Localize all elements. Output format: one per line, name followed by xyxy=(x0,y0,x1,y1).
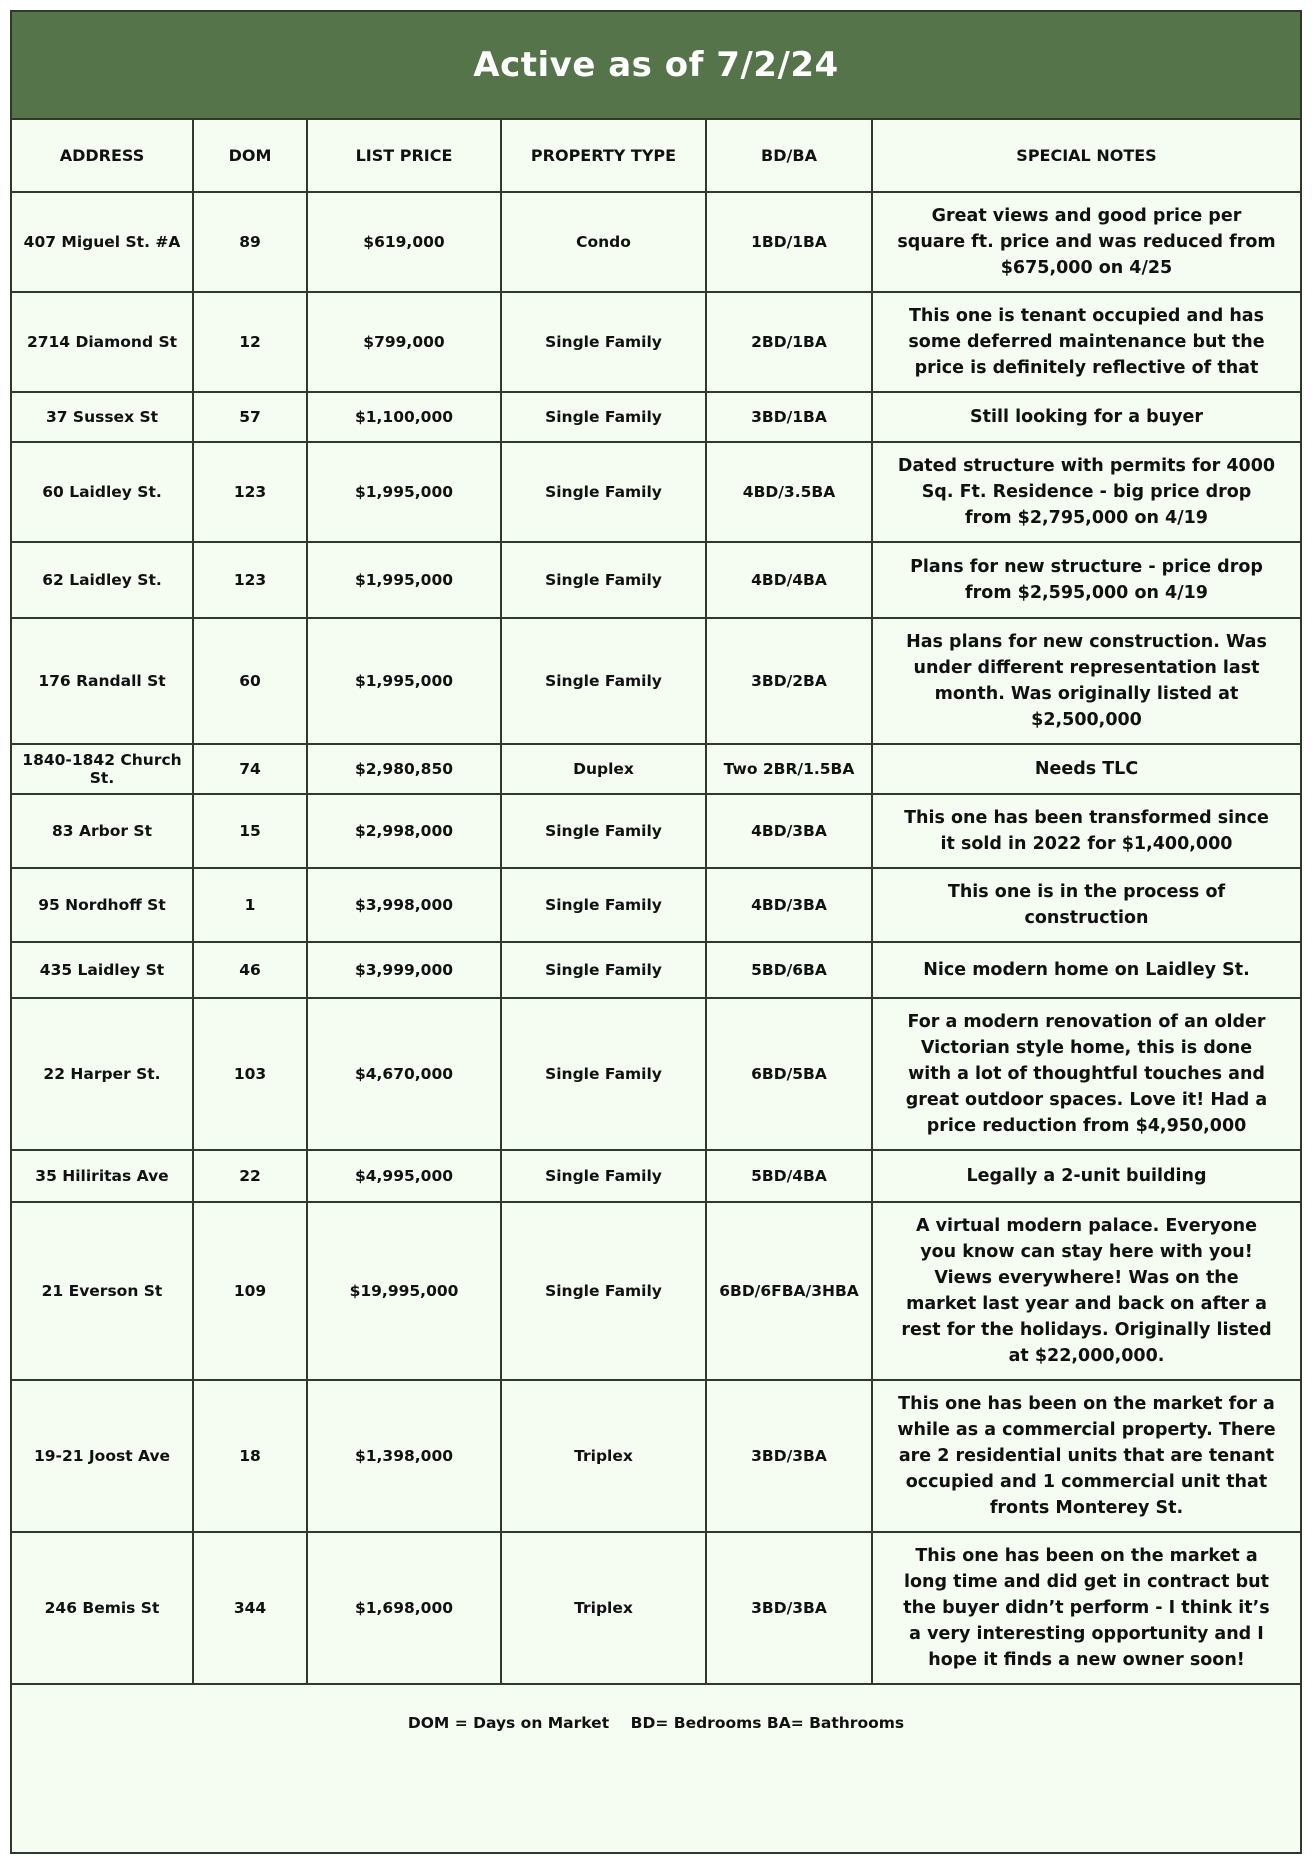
cell-dom: 12 xyxy=(193,292,307,392)
cell-special-notes: Has plans for new construction. Was under different representation last month. Was originally listed at $2,500,000 xyxy=(872,618,1300,744)
listings-table xyxy=(12,120,1300,1760)
cell-address: 435 Laidley St xyxy=(12,942,193,998)
cell-property-type: Triplex xyxy=(501,1380,706,1532)
legend-text: DOM = Days on Market BD= Bedrooms BA= Bathrooms xyxy=(407,1713,905,1732)
table-row xyxy=(12,542,1300,618)
cell-property-type: Single Family xyxy=(501,392,706,442)
cell-list-price: $1,995,000 xyxy=(307,442,501,542)
cell-list-price: $1,398,000 xyxy=(307,1380,501,1532)
cell-property-type: Single Family xyxy=(501,442,706,542)
table-row xyxy=(12,1150,1300,1202)
header-row xyxy=(12,120,1300,192)
cell-list-price: $799,000 xyxy=(307,292,501,392)
cell-property-type: Single Family xyxy=(501,1150,706,1202)
table-row xyxy=(12,292,1300,392)
cell-property-type: Single Family xyxy=(501,868,706,942)
cell-property-type: Single Family xyxy=(501,542,706,618)
cell-list-price: $3,998,000 xyxy=(307,868,501,942)
cell-list-price: $2,980,850 xyxy=(307,744,501,794)
table-row xyxy=(12,1202,1300,1380)
cell-special-notes: This one is tenant occupied and has some deferred maintenance but the price is definitely reflective of that xyxy=(872,292,1300,392)
cell-special-notes: This one has been on the market for a while as a commercial property. There are 2 residential units that are tenant occupied and 1 commercial unit that fronts Monterey St. xyxy=(872,1380,1300,1532)
cell-address: 19-21 Joost Ave xyxy=(12,1380,193,1532)
title-banner xyxy=(12,12,1300,120)
cell-special-notes: Still looking for a buyer xyxy=(872,392,1300,442)
cell-dom: 18 xyxy=(193,1380,307,1532)
cell-dom: 15 xyxy=(193,794,307,868)
cell-bdba: 3BD/2BA xyxy=(706,618,872,744)
cell-address: 407 Miguel St. #A xyxy=(12,192,193,292)
table-row xyxy=(12,744,1300,794)
cell-bdba: 2BD/1BA xyxy=(706,292,872,392)
cell-address: 35 Hiliritas Ave xyxy=(12,1150,193,1202)
cell-dom: 74 xyxy=(193,744,307,794)
table-row xyxy=(12,392,1300,442)
cell-list-price: $19,995,000 xyxy=(307,1202,501,1380)
cell-address: 21 Everson St xyxy=(12,1202,193,1380)
cell-bdba: 6BD/6FBA/3HBA xyxy=(706,1202,872,1380)
cell-address: 2714 Diamond St xyxy=(12,292,193,392)
cell-dom: 1 xyxy=(193,868,307,942)
header-list-price: LIST PRICE xyxy=(307,120,501,192)
table-row xyxy=(12,192,1300,292)
cell-property-type: Single Family xyxy=(501,998,706,1150)
cell-list-price: $3,999,000 xyxy=(307,942,501,998)
table-row xyxy=(12,942,1300,998)
header-address: ADDRESS xyxy=(12,120,193,192)
cell-property-type: Single Family xyxy=(501,794,706,868)
header-bdba: BD/BA xyxy=(706,120,872,192)
cell-list-price: $1,100,000 xyxy=(307,392,501,442)
cell-dom: 109 xyxy=(193,1202,307,1380)
cell-list-price: $1,995,000 xyxy=(307,618,501,744)
cell-list-price: $1,995,000 xyxy=(307,542,501,618)
cell-bdba: 5BD/4BA xyxy=(706,1150,872,1202)
cell-bdba: 3BD/1BA xyxy=(706,392,872,442)
legend-note xyxy=(12,1684,1300,1760)
cell-bdba: Two 2BR/1.5BA xyxy=(706,744,872,794)
cell-dom: 123 xyxy=(193,442,307,542)
cell-bdba: 3BD/3BA xyxy=(706,1380,872,1532)
cell-special-notes: This one has been transformed since it sold in 2022 for $1,400,000 xyxy=(872,794,1300,868)
cell-bdba: 4BD/3.5BA xyxy=(706,442,872,542)
table-row xyxy=(12,1380,1300,1532)
cell-bdba: 4BD/3BA xyxy=(706,868,872,942)
cell-list-price: $4,670,000 xyxy=(307,998,501,1150)
table-row xyxy=(12,618,1300,744)
cell-dom: 123 xyxy=(193,542,307,618)
cell-property-type: Single Family xyxy=(501,618,706,744)
table-row xyxy=(12,794,1300,868)
cell-bdba: 1BD/1BA xyxy=(706,192,872,292)
cell-special-notes: Needs TLC xyxy=(872,744,1300,794)
header-dom: DOM xyxy=(193,120,307,192)
cell-bdba: 5BD/6BA xyxy=(706,942,872,998)
listing-sheet xyxy=(10,10,1302,1854)
cell-property-type: Single Family xyxy=(501,1202,706,1380)
cell-special-notes: Great views and good price per square ft. price and was reduced from $675,000 on 4/25 xyxy=(872,192,1300,292)
table-row xyxy=(12,442,1300,542)
cell-list-price: $4,995,000 xyxy=(307,1150,501,1202)
cell-bdba: 3BD/3BA xyxy=(706,1532,872,1684)
cell-bdba: 4BD/3BA xyxy=(706,794,872,868)
cell-list-price: $619,000 xyxy=(307,192,501,292)
cell-list-price: $1,698,000 xyxy=(307,1532,501,1684)
cell-address: 95 Nordhoff St xyxy=(12,868,193,942)
cell-dom: 60 xyxy=(193,618,307,744)
table-row xyxy=(12,868,1300,942)
cell-list-price: $2,998,000 xyxy=(307,794,501,868)
cell-address: 22 Harper St. xyxy=(12,998,193,1150)
header-special-notes: SPECIAL NOTES xyxy=(872,120,1300,192)
cell-address: 176 Randall St xyxy=(12,618,193,744)
cell-special-notes: This one has been on the market a long time and did get in contract but the buyer didn’t perform - I think it’s a very interesting opportunity and I hope it finds a new owner soon! xyxy=(872,1532,1300,1684)
cell-property-type: Duplex xyxy=(501,744,706,794)
cell-special-notes: Dated structure with permits for 4000 Sq. Ft. Residence - big price drop from $2,795,000 on 4/19 xyxy=(872,442,1300,542)
cell-special-notes: This one is in the process of construction xyxy=(872,868,1300,942)
cell-dom: 344 xyxy=(193,1532,307,1684)
cell-address: 1840-1842 Church St. xyxy=(12,744,193,794)
cell-dom: 89 xyxy=(193,192,307,292)
cell-dom: 46 xyxy=(193,942,307,998)
cell-dom: 57 xyxy=(193,392,307,442)
cell-bdba: 4BD/4BA xyxy=(706,542,872,618)
cell-property-type: Condo xyxy=(501,192,706,292)
cell-special-notes: Plans for new structure - price drop from $2,595,000 on 4/19 xyxy=(872,542,1300,618)
table-row xyxy=(12,998,1300,1150)
cell-dom: 22 xyxy=(193,1150,307,1202)
cell-bdba: 6BD/5BA xyxy=(706,998,872,1150)
cell-dom: 103 xyxy=(193,998,307,1150)
cell-address: 37 Sussex St xyxy=(12,392,193,442)
cell-special-notes: Legally a 2-unit building xyxy=(872,1150,1300,1202)
cell-address: 83 Arbor St xyxy=(12,794,193,868)
cell-property-type: Single Family xyxy=(501,942,706,998)
cell-special-notes: A virtual modern palace. Everyone you know can stay here with you! Views everywhere! Was on the market last year and back on after a rest for the holidays. Originally listed at $22,000,000. xyxy=(872,1202,1300,1380)
cell-address: 62 Laidley St. xyxy=(12,542,193,618)
page-title: Active as of 7/2/24 xyxy=(473,45,839,85)
footer-row xyxy=(12,1684,1300,1760)
cell-property-type: Triplex xyxy=(501,1532,706,1684)
cell-property-type: Single Family xyxy=(501,292,706,392)
table-row xyxy=(12,1532,1300,1684)
header-property-type: PROPERTY TYPE xyxy=(501,120,706,192)
cell-special-notes: Nice modern home on Laidley St. xyxy=(872,942,1300,998)
cell-address: 60 Laidley St. xyxy=(12,442,193,542)
cell-special-notes: For a modern renovation of an older Victorian style home, this is done with a lot of thoughtful touches and great outdoor spaces. Love it! Had a price reduction from $4,950,000 xyxy=(872,998,1300,1150)
cell-address: 246 Bemis St xyxy=(12,1532,193,1684)
